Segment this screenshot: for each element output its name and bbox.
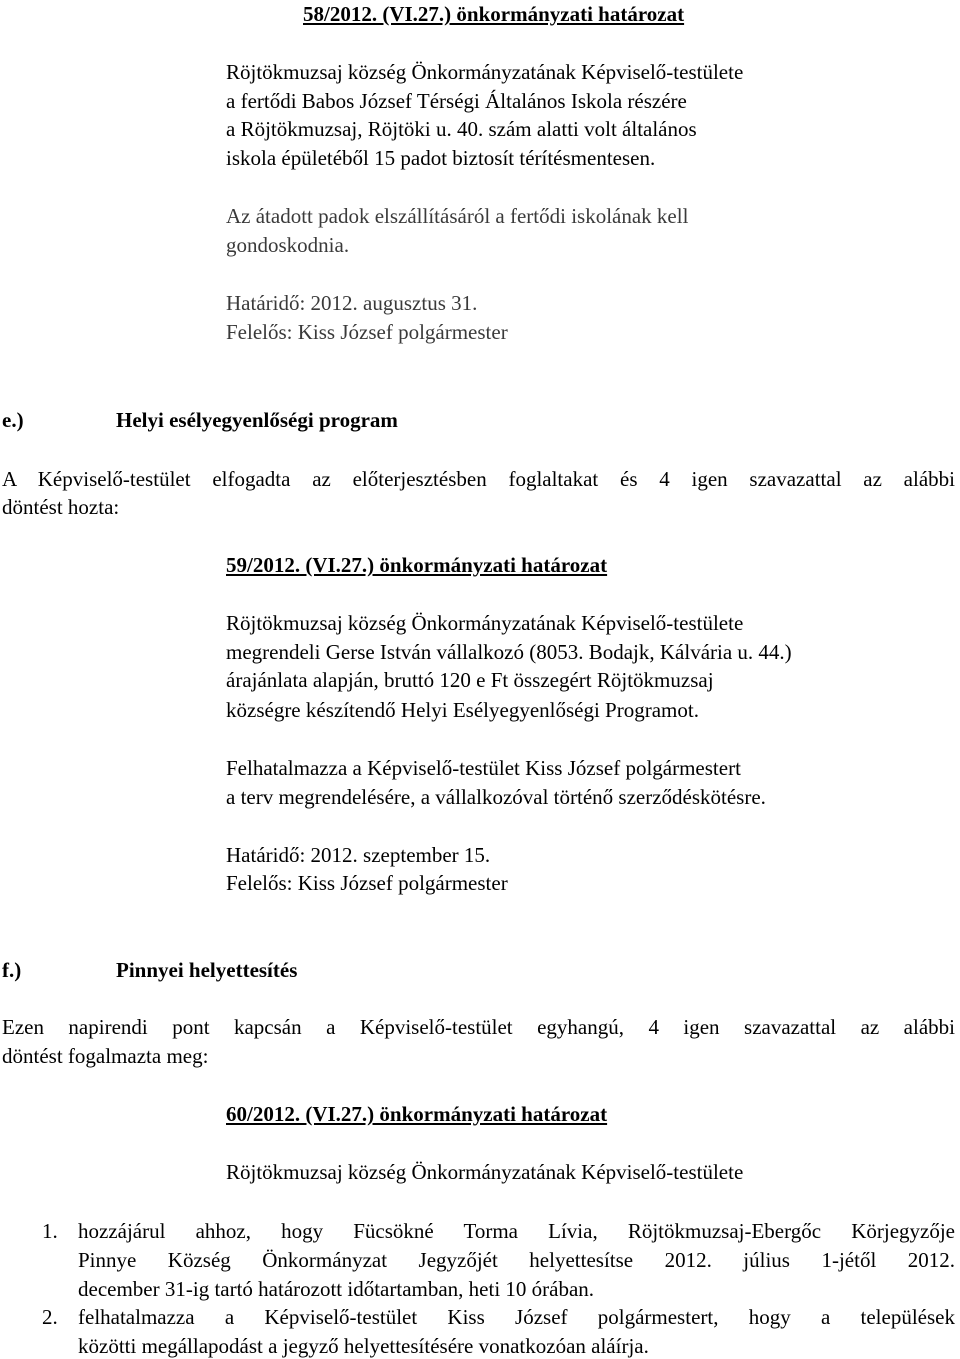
list-item-line: hozzájárul ahhoz, hogy Fücsökné Torma Lívia, Röjtökmuzsaj-Ebergőc Körjegyzője bbox=[78, 1219, 955, 1243]
resolution-58-note-line: gondoskodnia. bbox=[226, 233, 350, 257]
list-item-line: december 31-ig tartó határozott időtartamban, heti 10 órában. bbox=[78, 1277, 595, 1301]
resolution-60-title: 60/2012. (VI.27.) önkormányzati határozat bbox=[226, 1102, 608, 1126]
resolution-59-responsible: Felelős: Kiss József polgármester bbox=[226, 871, 508, 895]
resolution-59-deadline: Határidő: 2012. szeptember 15. bbox=[226, 843, 491, 867]
resolution-58-body-line: iskola épületéből 15 padot biztosít térítésmentesen. bbox=[226, 146, 656, 170]
resolution-59-title: 59/2012. (VI.27.) önkormányzati határozat bbox=[226, 553, 608, 577]
resolution-58-deadline: Határidő: 2012. augusztus 31. bbox=[226, 291, 478, 315]
section-e-label: e.) bbox=[2, 408, 24, 432]
section-e-title: Helyi esélyegyenlőségi program bbox=[116, 408, 398, 432]
list-item-number: 2. bbox=[42, 1305, 58, 1329]
resolution-58-note-line: Az átadott padok elszállításáról a fertődi iskolának kell bbox=[226, 204, 689, 228]
resolution-60-body-line: Röjtökmuzsaj község Önkormányzatának Képviselő-testülete bbox=[226, 1160, 744, 1184]
resolution-59-body-line: megrendeli Gerse István vállalkozó (8053. Bodajk, Kálvária u. 44.) bbox=[226, 640, 792, 664]
section-f-title: Pinnyei helyettesítés bbox=[116, 958, 298, 982]
section-f-intro-line: döntést fogalmazta meg: bbox=[2, 1044, 209, 1068]
section-f-label: f.) bbox=[2, 958, 22, 982]
resolution-59-auth-line: Felhatalmazza a Képviselő-testület Kiss József polgármestert bbox=[226, 756, 741, 780]
list-item-number: 1. bbox=[42, 1219, 58, 1243]
resolution-59-body-line: községre készítendő Helyi Esélyegyenlőségi Programot. bbox=[226, 698, 699, 722]
resolution-58-title: 58/2012. (VI.27.) önkormányzati határozat bbox=[303, 2, 685, 26]
resolution-58-body-line: Röjtökmuzsaj község Önkormányzatának Képviselő-testülete bbox=[226, 60, 744, 84]
list-item-line: Pinnye Község Önkormányzat Jegyzőjét helyettesítse 2012. július 1-jétől 2012. bbox=[78, 1248, 955, 1272]
section-f-intro-line: Ezen napirendi pont kapcsán a Képviselő-testület egyhangú, 4 igen szavazattal az alábbi bbox=[2, 1015, 955, 1039]
section-e-intro-line: döntést hozta: bbox=[2, 495, 120, 519]
section-e-intro-line: A Képviselő-testület elfogadta az előterjesztésben foglaltakat és 4 igen szavazattal az alábbi bbox=[2, 467, 955, 491]
resolution-59-body-line: Röjtökmuzsaj község Önkormányzatának Képviselő-testülete bbox=[226, 611, 744, 635]
resolution-58-body-line: a Röjtökmuzsaj, Röjtöki u. 40. szám alatti volt általános bbox=[226, 117, 697, 141]
list-item-line: felhatalmazza a Képviselő-testület Kiss József polgármestert, hogy a települések bbox=[78, 1305, 955, 1329]
resolution-59-body-line: árajánlata alapján, bruttó 120 e Ft összegért Röjtökmuzsaj bbox=[226, 668, 714, 692]
list-item-line: közötti megállapodást a jegyző helyettesítésére vonatkozóan aláírja. bbox=[78, 1334, 649, 1358]
resolution-58-body-line: a fertődi Babos József Térségi Általános Iskola részére bbox=[226, 89, 687, 113]
resolution-58-responsible: Felelős: Kiss József polgármester bbox=[226, 320, 508, 344]
resolution-59-auth-line: a terv megrendelésére, a vállalkozóval történő szerződéskötésre. bbox=[226, 785, 766, 809]
